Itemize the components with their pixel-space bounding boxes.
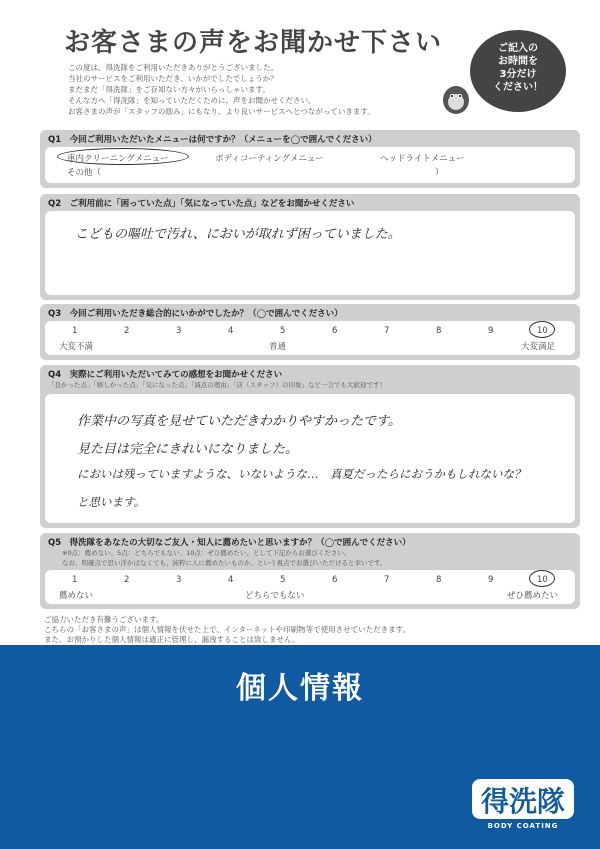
question-5-panel — [40, 533, 580, 609]
question-4-body — [45, 394, 575, 523]
note-line: ご協力いただき有難うございます。 — [44, 615, 164, 624]
recommend-option[interactable]: 5 — [280, 575, 286, 585]
bubble-line: ご記入の — [498, 43, 538, 54]
logo-text: 得洗隊 — [480, 785, 566, 818]
question-4-answer-line: と思います。 — [77, 495, 146, 509]
question-3-header: Q3 今回ご利用いただき総合的にいかがでしたか？（◯で囲んでください） — [48, 309, 343, 319]
question-2-header: Q2 ご利用前に「困っていた点」「気になっていた点」などをお聞かせください — [48, 199, 355, 209]
option-headlight[interactable]: ヘッドライトメニュー — [380, 154, 465, 164]
rating-option[interactable]: 8 — [436, 326, 442, 336]
question-5-body — [45, 570, 575, 604]
question-4-answer-line: 見た目は完全にきれいになりました。 — [77, 442, 299, 457]
intro-line: そんな方へ「得洗隊」を知っていただくために、声をお聞かせください。 — [68, 96, 316, 105]
option-other[interactable]: その他（ — [67, 168, 102, 178]
rating-option[interactable]: 1 — [72, 326, 78, 336]
rating-option[interactable]: 9 — [488, 326, 494, 336]
recommend-option[interactable]: 1 — [72, 575, 78, 585]
option-other-close: ） — [435, 168, 444, 178]
bubble-line: 3分だけ — [499, 69, 537, 80]
recommend-option[interactable]: 9 — [488, 575, 494, 585]
brand-logo — [468, 775, 578, 831]
note-line: こちらの「お客さまの声」は個人情報を伏せた上で、インターネットや印刷物等で使用させていただきます。 — [44, 625, 411, 634]
scale-low-label: 薦めない — [59, 591, 94, 601]
option-body-coating[interactable]: ボディコーティングメニュー — [215, 154, 324, 164]
speech-bubble — [470, 30, 566, 112]
selection-circle — [529, 321, 555, 338]
selection-circle — [57, 148, 189, 165]
logo-subtext: BODY COATING — [487, 822, 559, 830]
question-2-body — [45, 211, 575, 295]
privacy-band — [0, 645, 600, 849]
scale-low-label: 大変不満 — [59, 342, 94, 352]
scale-high-label: ぜひ薦めたい — [507, 591, 559, 601]
question-1-body — [45, 147, 575, 183]
recommend-option[interactable]: 6 — [332, 575, 338, 585]
privacy-title: 個人情報 — [236, 671, 364, 706]
bubble-line: ください！ — [493, 82, 543, 93]
recommend-option[interactable]: 4 — [228, 575, 234, 585]
selection-circle — [529, 570, 555, 587]
question-2-answer: こどもの嘔吐で汚れ、においが取れず困っていました。 — [75, 227, 401, 242]
question-1-panel — [40, 130, 580, 188]
question-3-body — [45, 321, 575, 355]
question-4-subtext: 「良かった点」「嬉しかった点」「気になった点」「減点の理由」「店（スタッフ）の印象」など一言でも大歓迎です！ — [48, 381, 386, 389]
recommend-option[interactable]: 3 — [176, 575, 182, 585]
recommend-option[interactable]: 2 — [124, 575, 130, 585]
rating-option[interactable]: 6 — [332, 326, 338, 336]
question-5-header: Q5 得洗隊をあなたの大切なご友人・知人に薦めたいと思いますか？（◯で囲んでください） — [48, 538, 411, 548]
question-1-header: Q1 今回ご利用いただいたメニューは何ですか？（メニューを◯で囲んでください） — [48, 135, 377, 145]
scale-mid-label: 普通 — [269, 342, 287, 352]
question-4-panel — [40, 365, 580, 528]
intro-line: この度は、得洗隊をご利用いただきありがとうございました。 — [68, 63, 278, 72]
question-4-answer-line: 作業中の写真を見せていただきわかりやすかったです。 — [77, 414, 401, 429]
question-3-panel — [40, 304, 580, 360]
question-2-panel — [40, 194, 580, 300]
rating-option[interactable]: 7 — [384, 326, 390, 336]
intro-line: まだまだ「得洗隊」をご存知ない方々がいらっしゃいます。 — [68, 85, 270, 94]
scale-mid-label: どちらでもない — [245, 591, 305, 601]
question-4-header: Q4 実際にご利用いただいてみての感想をお聞かせください — [48, 370, 283, 380]
mascot-icon — [440, 82, 472, 116]
bubble-line: お時間を — [498, 56, 538, 67]
scale-high-label: 大変満足 — [521, 342, 556, 352]
rating-option[interactable]: 10 — [537, 326, 548, 336]
option-interior-cleaning[interactable]: 車内クリーニングメニュー — [67, 154, 169, 164]
note-line: また、お預かりした個人情報は適正に管理し、漏洩することは致しません。 — [44, 635, 300, 644]
rating-option[interactable]: 3 — [176, 326, 182, 336]
rating-option[interactable]: 5 — [280, 326, 286, 336]
intro-text — [68, 62, 448, 117]
intro-line: お客さまの声が「スタッフの励み」にもなり、より良いサービスへとつながっていきます。 — [68, 107, 375, 116]
recommend-option[interactable]: 8 — [436, 575, 442, 585]
question-4-answer-line: においは残っていますような、いないような… 真夏だったらにおうかもしれないな？ — [77, 467, 526, 481]
recommend-option[interactable]: 7 — [384, 575, 390, 585]
rating-option[interactable]: 2 — [124, 326, 130, 336]
rating-option[interactable]: 4 — [228, 326, 234, 336]
survey-title: お客さまの声をお聞かせ下さい — [64, 28, 443, 58]
question-5-subtext: なお、明確点で思い浮かばなくても、純粋に人に薦めたいものか、という視点でお選びいただけると幸いです。 — [62, 559, 387, 567]
footer-notes — [44, 615, 410, 645]
recommend-option[interactable]: 10 — [537, 575, 548, 585]
intro-line: 当社のサービスをご利用いただき、いかがでしたでしょうか？ — [68, 74, 278, 83]
question-5-subtext: ※0点：薦めない、5点：どちらでもない、10点：ぜひ薦めたい、として下記からお選びください。 — [62, 549, 351, 557]
